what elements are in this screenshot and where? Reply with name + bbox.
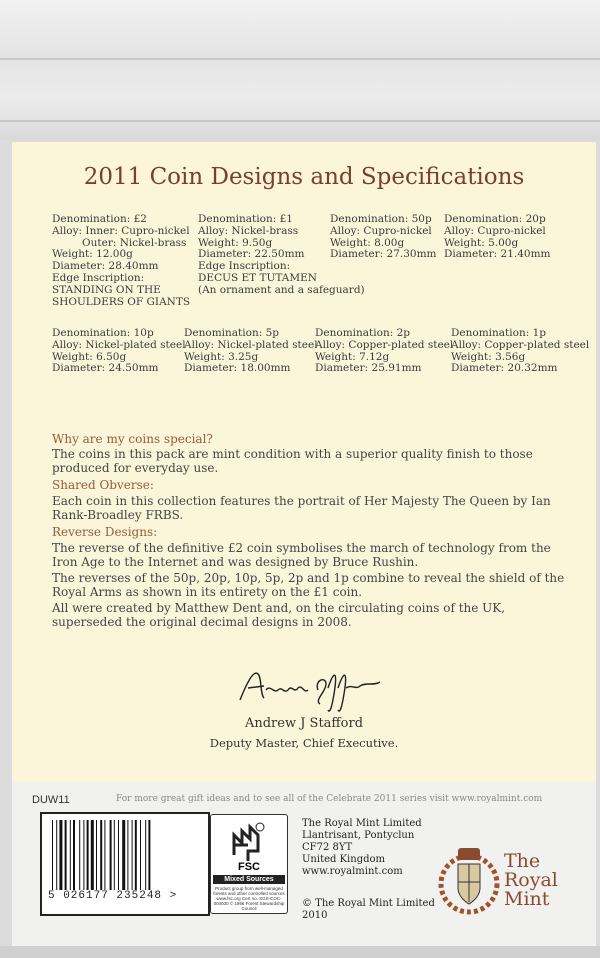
royal-crest-icon [434,844,504,916]
spec-1-pound: Denomination: £1 Alloy: Nickel-brass Weight: 9.50g Diameter: 22.50mm Edge Inscription: DECUS ET TUTAMEN (An ornament and a safeguard) [198,213,365,296]
product-code: DUW11 [32,794,70,806]
spec-2-pound: Denomination: £2 Alloy: Inner: Cupro-nickel Outer: Nickel-brass Weight: 12.00g Diameter: 28.40mm Edge Inscription: STANDING ON THE SHOULDERS OF GIANTS [52,213,191,308]
sleeve-crease [0,120,600,122]
special-heading: Why are my coins special? [52,432,213,446]
website-promo: For more great gift ideas and to see all of the Celebrate 2011 series visit www.royalmint.com [116,794,543,804]
fsc-small-print: Product group from well-managed forests and other controlled sources www.fsc.org Cert no. SGS-COC-004030 © 1996 Forest Stewardship Council [213,886,285,911]
special-text: The coins in this pack are mint condition with a superior quality finish to those produced for everyday use. [52,447,533,475]
spec-2p: Denomination: 2p Alloy: Copper-plated steel Weight: 7.12g Diameter: 25.91mm [315,327,454,375]
fsc-tree-icon [228,821,268,861]
spec-20p: Denomination: 20p Alloy: Cupro-nickel Weight: 5.00g Diameter: 21.40mm [444,213,551,261]
barcode-bars [50,820,200,890]
fsc-label [210,814,288,914]
reverse-text-3: All were created by Matthew Dent and, on the circulating coins of the UK, superseded the original decimal designs in 2008. [52,601,506,629]
reverse-text-2: The reverses of the 50p, 20p, 10p, 5p, 2p and 1p combine to reveal the shield of the Royal Arms as shown in its entirety on the £1 coin. [52,571,565,599]
signatory-name: Andrew J Stafford [244,716,364,731]
plastic-sleeve-bottom [0,946,600,958]
obverse-text: Each coin in this collection features the portrait of Her Majesty The Queen by Ian Rank-Broadley FRBS. [52,494,551,522]
mint-address: The Royal Mint Limited Llantrisant, Pontyclun CF72 8YT United Kingdom www.royalmint.com [302,818,422,877]
pack-footer [12,782,596,946]
spec-10p: Denomination: 10p Alloy: Nickel-plated steel Weight: 6.50g Diameter: 24.50mm [52,327,186,375]
specification-card [12,142,596,782]
spec-1p: Denomination: 1p Alloy: Copper-plated steel Weight: 3.56g Diameter: 20.32mm [451,327,590,375]
spec-50p: Denomination: 50p Alloy: Cupro-nickel Weight: 8.00g Diameter: 27.30mm [330,213,437,261]
royal-mint-logo: The Royal Mint [504,850,558,910]
copyright: © The Royal Mint Limited 2010 [302,898,435,921]
page-title: 2011 Coin Designs and Specifications [83,164,525,190]
barcode-number: 5 026177 235248 > [48,890,178,902]
handwritten-signature [234,660,384,716]
obverse-heading: Shared Obverse: [52,478,154,492]
barcode [40,812,210,916]
fsc-name: FSC [238,861,260,873]
signatory-role: Deputy Master, Chief Executive. [209,736,399,750]
reverse-heading: Reverse Designs: [52,525,158,539]
plastic-sleeve-top [0,0,600,140]
spec-5p: Denomination: 5p Alloy: Nickel-plated steel Weight: 3.25g Diameter: 18.00mm [184,327,318,375]
sleeve-crease [0,58,600,60]
reverse-text-1: The reverse of the definitive £2 coin symbolises the march of technology from the Iron Age to the Internet and was designed by Bruce Rushin. [52,541,551,569]
fsc-mixed-sources: Mixed Sources [213,875,285,884]
